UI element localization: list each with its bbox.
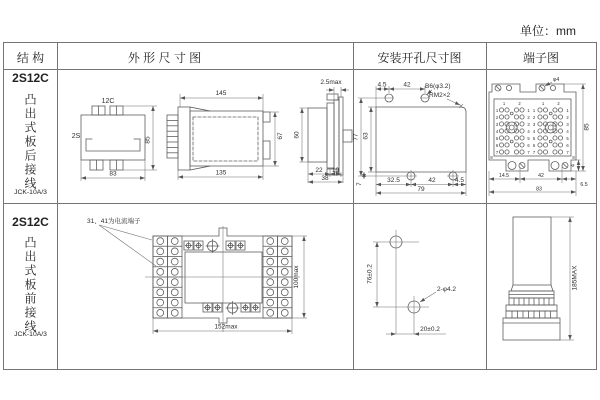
dim-label: 12C: [101, 98, 115, 105]
terminal-contact-grid: [499, 108, 562, 154]
dim-label: 185MAX: [571, 265, 579, 291]
dim-label: 79: [417, 186, 425, 193]
svg-text:5: 5: [566, 136, 569, 141]
svg-text:6: 6: [532, 143, 536, 148]
dim-label: 85: [144, 136, 152, 144]
dim-label: 76±0.2: [366, 264, 374, 284]
svg-text:3: 3: [495, 122, 499, 127]
svg-text:7: 7: [495, 150, 499, 155]
dim-label: 32.5: [387, 177, 400, 184]
header-terminal: 端子图: [522, 51, 559, 65]
dim-label: 10: [331, 167, 340, 174]
dim-label: 38: [321, 175, 329, 182]
type-code-front: JCK-10A/3: [14, 331, 47, 338]
dim-label: 42: [538, 173, 544, 179]
hole-spec-label: B6(φ3.2): [425, 83, 451, 90]
dim-label: 100max: [293, 265, 300, 289]
outline-rear-profile-view: [294, 79, 353, 183]
dim-label: 42: [403, 81, 411, 89]
outline-rear-side-view: [167, 90, 284, 180]
svg-text:4: 4: [532, 129, 536, 134]
dim-label: 67: [277, 132, 284, 140]
dim-label: 145: [215, 90, 227, 97]
dim-label: 2.5max: [320, 79, 342, 86]
svg-text:1: 1: [541, 101, 545, 106]
svg-text:4: 4: [527, 129, 530, 134]
dim-label: 85: [583, 123, 591, 131]
svg-text:6: 6: [527, 143, 530, 148]
header-outline: 外 形 尺 寸 图: [127, 51, 202, 65]
model-name-front: 2S12C: [12, 215, 49, 229]
svg-text:1: 1: [532, 108, 536, 113]
svg-text:7: 7: [527, 150, 530, 155]
svg-text:2: 2: [557, 101, 560, 106]
unit-label: 单位：mm: [520, 24, 576, 38]
header-structure: 结 构: [16, 51, 45, 65]
svg-text:4: 4: [495, 129, 499, 134]
svg-text:7: 7: [532, 150, 536, 155]
dim-label: 60: [293, 131, 301, 139]
relay-side-profile: [503, 217, 579, 340]
svg-text:2: 2: [518, 101, 521, 106]
dim-label: 4.5: [454, 177, 465, 184]
type-code-rear: JCK-10A/3: [14, 189, 47, 196]
dim-label: 6.5: [580, 182, 588, 188]
svg-text:5: 5: [532, 136, 536, 141]
install-holes-front: [367, 230, 457, 334]
current-terminal-note: 31、41为电流端子: [87, 218, 141, 225]
svg-text:6: 6: [566, 143, 569, 148]
svg-text:6: 6: [495, 143, 499, 148]
dim-label: 7: [356, 182, 363, 186]
svg-text:2: 2: [495, 115, 499, 120]
svg-text:2: 2: [527, 115, 530, 120]
svg-text:8: 8: [490, 155, 493, 160]
svg-text:5: 5: [495, 136, 499, 141]
svg-text:7: 7: [566, 150, 569, 155]
model-name-rear: 2S12C: [12, 71, 49, 85]
hole-spec-label: 2-φ4.2: [437, 286, 457, 293]
svg-text:8: 8: [572, 155, 575, 160]
dim-label: 22: [315, 167, 323, 174]
dim-label: 77: [352, 133, 360, 141]
svg-text:1: 1: [527, 108, 530, 113]
dim-label: 135: [215, 169, 227, 177]
dim-label: 4: [570, 164, 577, 167]
dim-label: 42: [428, 177, 436, 184]
install-cutout-rear: [353, 82, 467, 197]
svg-text:3: 3: [527, 122, 530, 127]
dim-label: 20±0.2: [420, 326, 440, 333]
hole-spec-label: φ4: [553, 77, 560, 83]
header-install: 安装开孔尺寸图: [377, 51, 462, 65]
svg-text:1: 1: [502, 101, 506, 106]
svg-text:5: 5: [527, 136, 530, 141]
svg-text:2: 2: [532, 115, 536, 120]
radius-spec-label: RM2×2: [429, 92, 451, 99]
mount-type-rear: 凸出式板后接线: [23, 93, 37, 191]
dim-label: 63: [362, 132, 370, 140]
mount-type-front: 凸出式板前接线: [23, 236, 37, 334]
dim-label: 152max: [214, 323, 238, 331]
dim-label: 83: [536, 186, 542, 193]
svg-text:1: 1: [495, 108, 499, 113]
dim-label: 14.5: [498, 173, 510, 179]
svg-text:2: 2: [566, 115, 569, 120]
dim-label: 83: [109, 170, 117, 178]
dim-label: 4.5: [377, 81, 387, 89]
svg-text:4: 4: [566, 129, 569, 134]
outline-rear-front-view: [72, 98, 157, 181]
outline-front-board-view: [87, 216, 307, 334]
svg-text:1: 1: [566, 108, 569, 113]
svg-text:3: 3: [566, 122, 569, 127]
dim-label: 2S: [71, 133, 81, 140]
terminal-diagram-rear: [489, 77, 591, 196]
svg-text:3: 3: [532, 122, 536, 127]
